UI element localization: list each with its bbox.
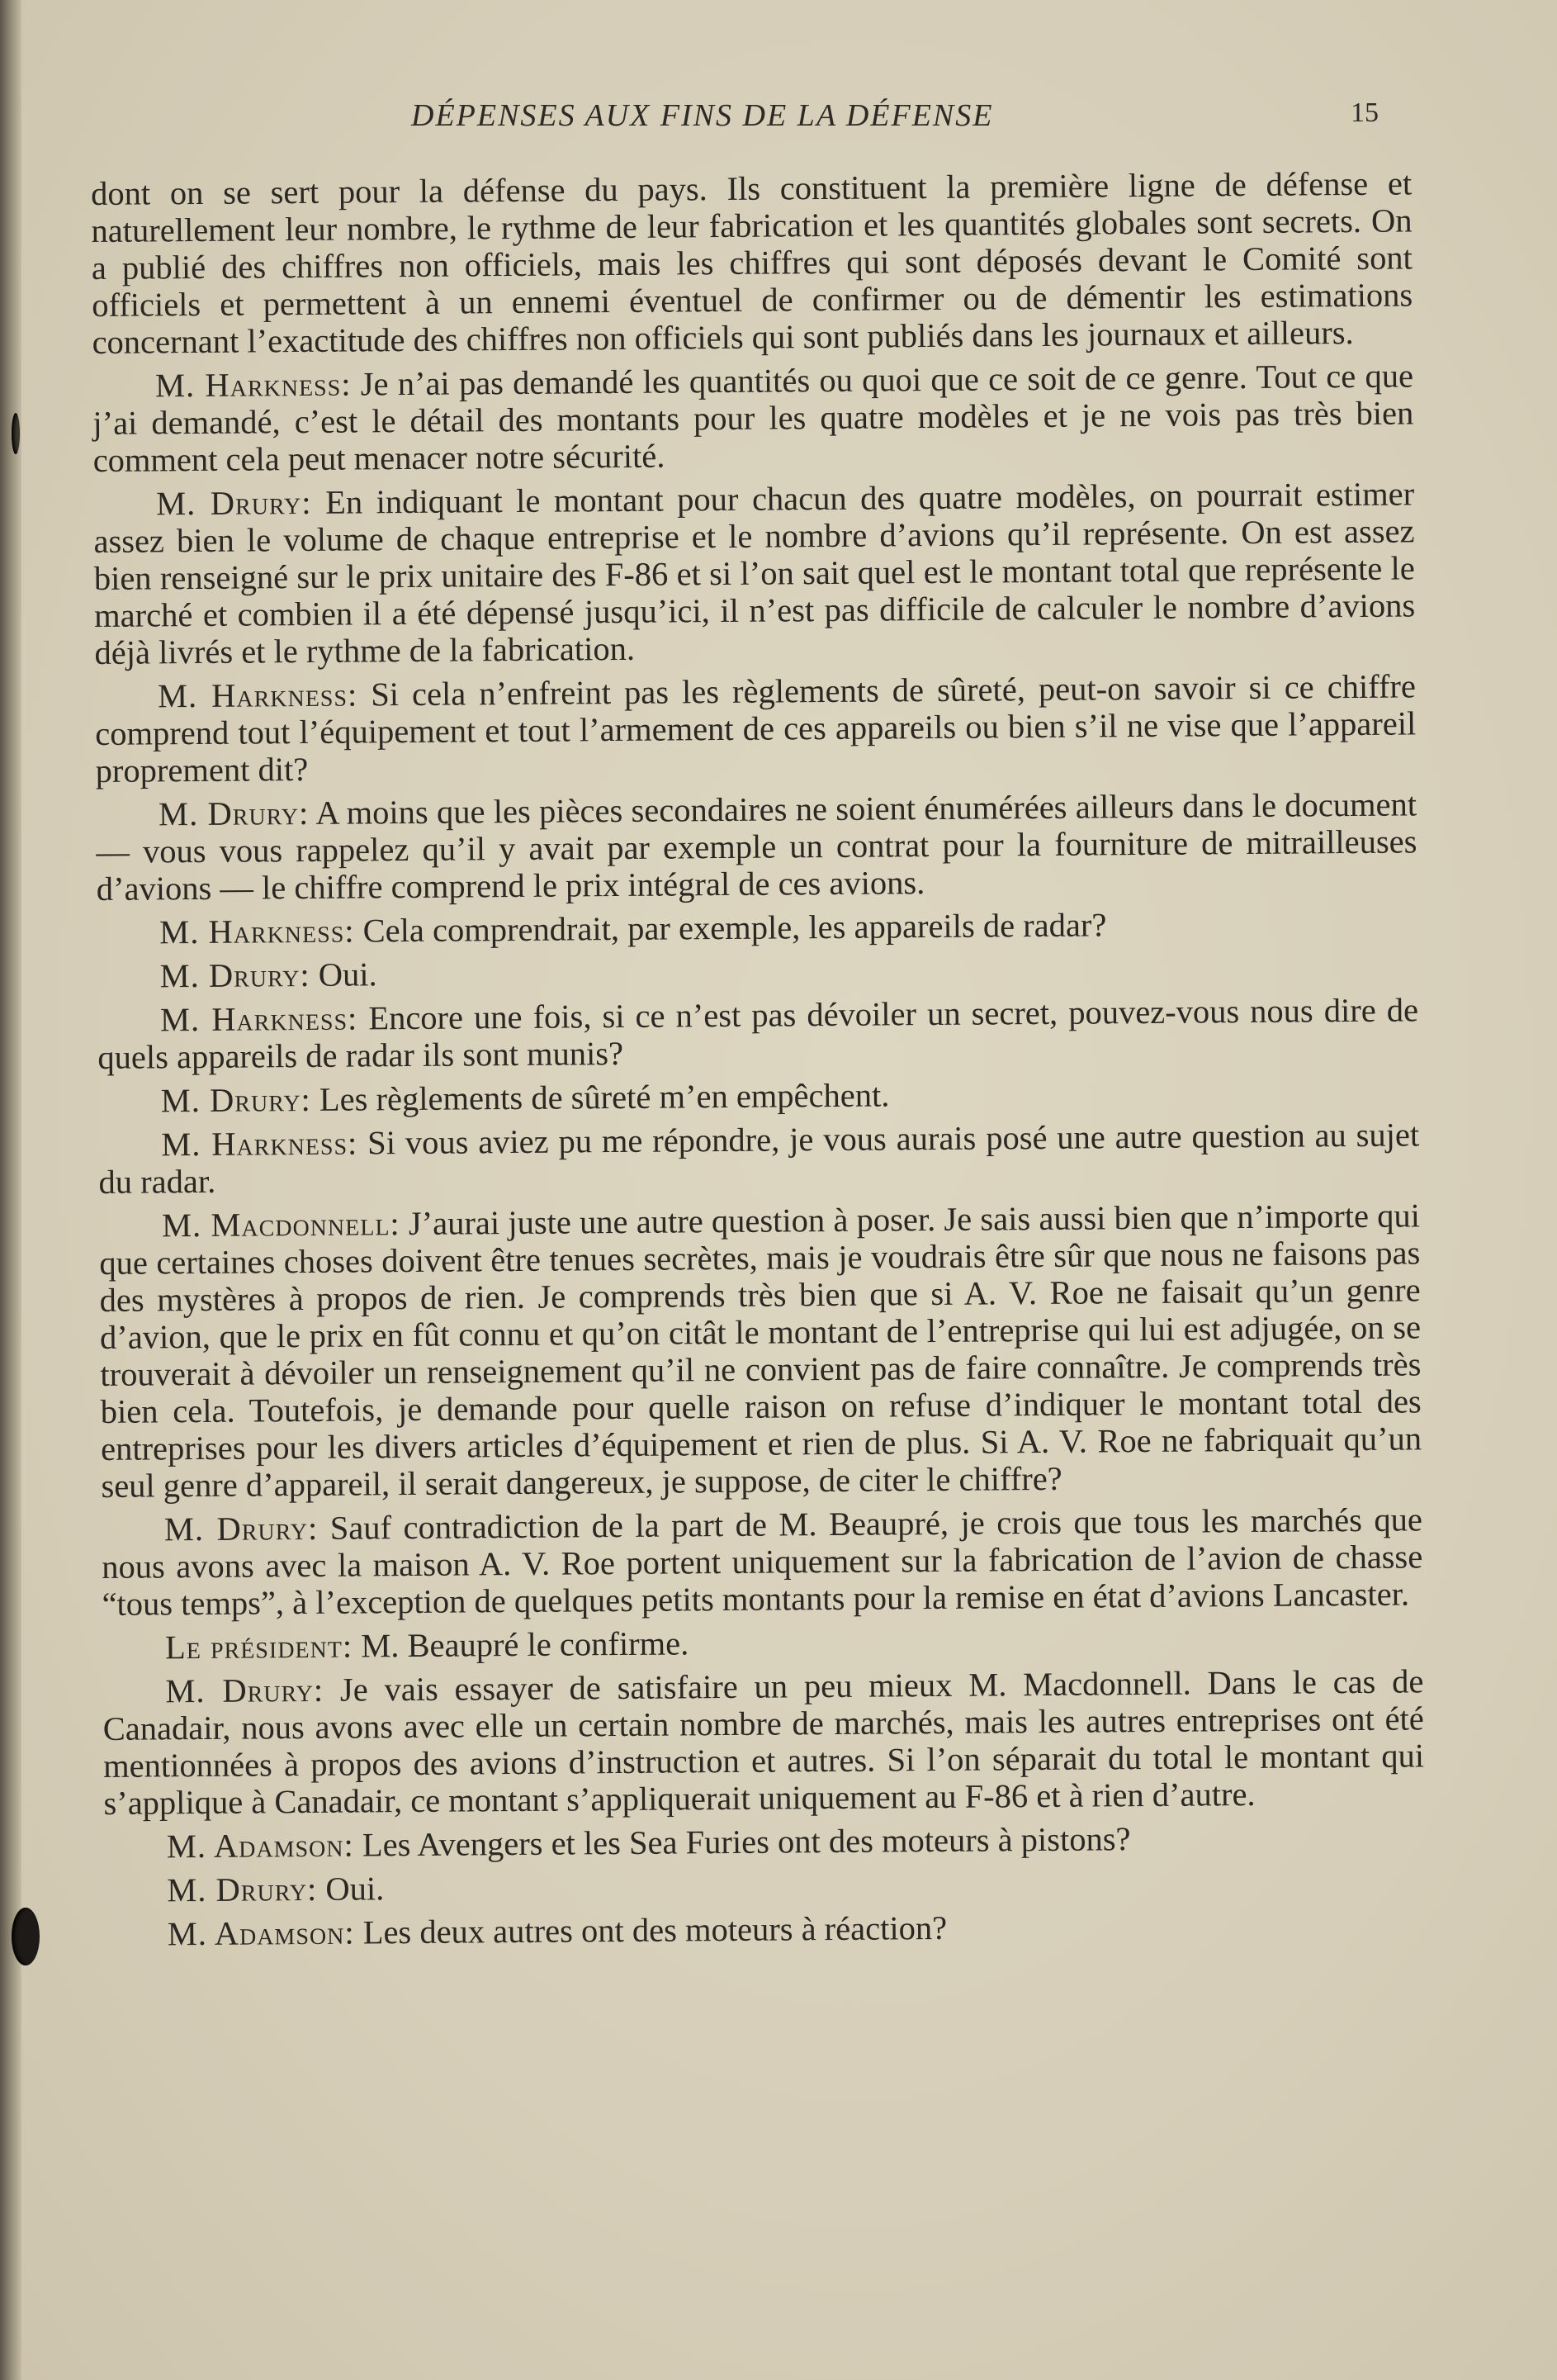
paragraph xyxy=(91,164,1413,361)
paragraph xyxy=(98,1072,1419,1120)
paragraph xyxy=(95,667,1417,789)
paragraph xyxy=(98,1116,1420,1201)
paragraph-text: Oui. xyxy=(318,955,377,993)
paragraph xyxy=(102,1501,1423,1623)
paragraph xyxy=(97,947,1417,995)
speaker-name: M. Drury: xyxy=(167,1870,318,1909)
paragraph xyxy=(102,1619,1423,1666)
speaker-name: M. Harkness: xyxy=(159,912,355,951)
speaker-name: M. Drury: xyxy=(158,794,310,833)
binding-hole xyxy=(12,1908,40,1965)
paragraph xyxy=(104,1861,1425,1909)
speaker-name: M. Harkness: xyxy=(159,999,358,1039)
speaker-name: M. Drury: xyxy=(155,483,312,523)
speaker-name: M. Macdonnell: xyxy=(161,1205,400,1245)
speaker-name: M. Harkness: xyxy=(161,1124,358,1164)
paragraph-text: J’aurai juste une autre question à poser. Je sais aussi bien que n’importe qui que certaines choses doivent être tenues secrètes, mais je voudrais être sûr que nous ne faisons pas des mystères à propos de rien. Je comprends très bien que si A. V. Roe ne faisait qu’un genre d’avion, que le prix en fût connu et qu’on citât le montant de l’entreprise qui lui est adjugée, on se trouverait à dévoiler un renseignement qu’il ne convient pas de faire connaître. Je comprends très bien cela. Toutefois, je demande pour quelle raison on refuse d’indiquer le montant total des entreprises pour les divers articles d’équipement et rien de plus. Si A. V. Roe ne fabriquait qu’un seul genre d’appareil, il serait dangereux, je suppose, de citer le chiffre? xyxy=(99,1197,1422,1505)
binding-gutter xyxy=(0,0,21,2380)
binding-mark xyxy=(12,413,20,454)
speaker-name: M. Harkness: xyxy=(154,365,352,405)
speaker-name: M. Drury: xyxy=(159,955,310,995)
paragraph xyxy=(97,991,1419,1076)
paragraph-text: M. Beaupré le confirme. xyxy=(361,1624,689,1665)
paragraph-text: Les deux autres ont des moteurs à réaction? xyxy=(362,1908,948,1951)
paragraph-text: Si vous aviez pu me répondre, je vous aurais posé une autre question au sujet du radar. xyxy=(98,1116,1420,1201)
paragraph-text: Les règlements de sûreté m’en empêchent. xyxy=(319,1076,890,1118)
paragraph xyxy=(92,357,1414,479)
paragraph-text: Si cela n’enfreint pas les règlements de sûreté, peut-on savoir si ce chiffre comprend tout l’équipement et tout l’armement de ces appareils ou bien s’il ne vise que l’appareil proprement dit? xyxy=(95,667,1417,789)
paragraph-text: A moins que les pièces secondaires ne soient énumérées ailleurs dans le document — vous vous rappelez qu’il y avait par exemple un contrat pour la fourniture de mitrailleuses d’avions — le chiffre comprend le prix intégral de ces avions. xyxy=(96,785,1417,908)
paragraph-text: Je n’ai pas demandé les quantités ou quoi que ce soit de ce genre. Tout ce que j’ai demandé, c’est le détail des montants pour les quatre modèles et je ne vois pas très bien comment cela peut menacer notre sécurité. xyxy=(92,357,1414,479)
paragraph-text: Je vais essayer de satisfaire un peu mieux M. Macdonnell. Dans le cas de Canadair, nous avons avec elle un certain nombre de marchés, mais les autres entreprises ont été mentionnées à propos des avions d’instruction et autres. Si l’on séparait du total le montant qui s’applique à Canadair, ce montant s’appliquerait uniquement au F-86 et à rien d’autre. xyxy=(102,1662,1425,1822)
speaker-name: M. Adamson: xyxy=(166,1826,354,1866)
page-number: 15 xyxy=(1351,97,1379,128)
speaker-name: M. Drury: xyxy=(165,1671,324,1710)
paragraph-text: Sauf contradiction de la part de M. Beaupré, je crois que tous les marchés que nous avons avec la maison A. V. Roe portent uniquement sur la fabrication de l’avion de chasse “tous temps”, à l’exception de quelques petits montants pour la remise en état d’avions Lancaster. xyxy=(102,1501,1423,1623)
paragraph xyxy=(99,1197,1422,1505)
paragraph xyxy=(97,903,1417,951)
speaker-name: M. Drury: xyxy=(163,1509,319,1548)
speaker-name: Le président: xyxy=(164,1627,353,1666)
speaker-name: M. Harkness: xyxy=(157,676,358,715)
paragraph xyxy=(104,1818,1425,1866)
paragraph-text: Cela comprendrait, par exemple, les appareils de radar? xyxy=(362,906,1107,950)
speaker-name: M. Adamson: xyxy=(167,1913,355,1953)
transcript-body xyxy=(91,164,1426,1959)
running-title: DÉPENSES AUX FINS DE LA DÉFENSE xyxy=(411,98,994,133)
paragraph-text: Les Avengers et les Sea Furies ont des moteurs à pistons? xyxy=(362,1820,1131,1864)
paragraph-text: Oui. xyxy=(325,1870,385,1908)
paragraph xyxy=(96,785,1417,908)
paragraph-text: dont on se sert pour la défense du pays. Ils constituent la première ligne de défense et naturellement leur nombre, le rythme de leur fabrication et les quantités globales sont secrets. On a publié des chiffres non officiels, mais les chiffres qui sont déposés devant le Comité sont officiels et permettent à un ennemi éventuel de confirmer ou de démentir les estimations concernant l’exactitude des chiffres non officiels qui sont publiés dans les journaux et ailleurs. xyxy=(91,164,1413,361)
page-header xyxy=(0,97,1557,139)
paragraph xyxy=(105,1905,1426,1953)
paragraph-text: En indiquant le montant pour chacun des quatre modèles, on pourrait estimer assez bien le volume de chaque entreprise et le nombre d’avions qu’il représente. On est assez bien renseigné sur le prix unitaire des F-86 et si l’on sait quel est le montant total que représente le marché et combien il a été dépensé jusqu’ici, il n’est pas difficile de calculer le nombre d’avions déjà livrés et le rythme de la fabrication. xyxy=(93,475,1416,671)
paragraph xyxy=(102,1662,1424,1822)
speaker-name: M. Drury: xyxy=(160,1080,311,1120)
paragraph-text: Encore une fois, si ce n’est pas dévoiler un secret, pouvez-vous nous dire de quels appareils de radar ils sont munis? xyxy=(97,991,1419,1076)
paragraph xyxy=(93,475,1416,671)
